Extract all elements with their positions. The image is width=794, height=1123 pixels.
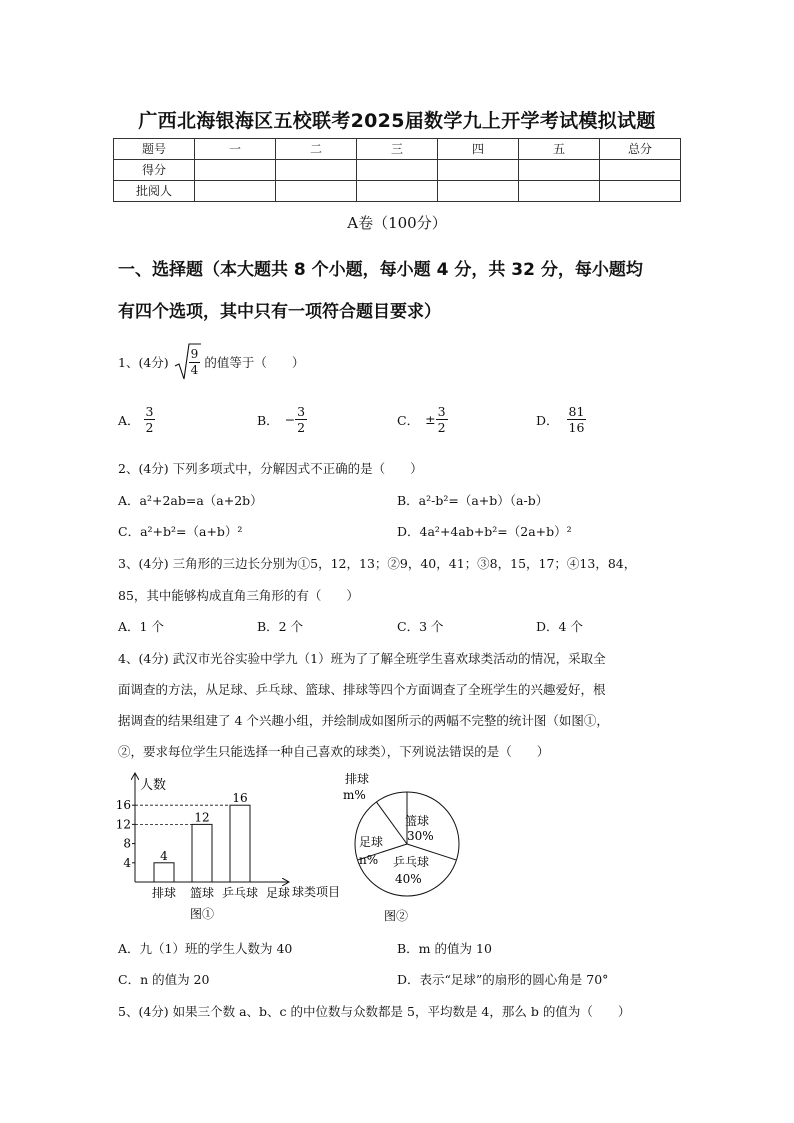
pie-chart-figure-2 xyxy=(335,768,475,928)
score-table-cell: 五 xyxy=(519,139,600,160)
bar xyxy=(192,824,212,882)
question-2-stem: 2、(4分) 下列多项式中，分解因式不正确的是（ ） xyxy=(118,461,423,476)
q3-option-a[interactable]: A．1 个 xyxy=(118,619,164,634)
fraction-numerator: 3 xyxy=(437,404,446,419)
q2-option-a[interactable]: A．a²+2ab=a（a+2b） xyxy=(118,493,263,508)
bar xyxy=(154,863,174,882)
pie-value-pingpong: 40% xyxy=(395,872,422,886)
option-fraction xyxy=(144,404,156,435)
q4-option-c[interactable]: C．n 的值为 20 xyxy=(118,972,210,987)
radicand-fraction xyxy=(189,347,201,378)
score-table-cell xyxy=(195,160,276,181)
question-1-suffix: 的值等于（ ） xyxy=(204,355,305,370)
q2-option-b[interactable]: B．a²-b²=（a+b）（a-b） xyxy=(397,493,549,508)
bar-data-label: 16 xyxy=(232,791,248,806)
option-label: C． xyxy=(397,412,420,428)
option-fraction xyxy=(295,404,307,435)
option-label: B． xyxy=(257,412,279,428)
q4-option-d[interactable]: D．表示“足球”的扇形的圆心角是 70° xyxy=(397,972,609,987)
score-table-cell xyxy=(438,160,519,181)
fraction-denominator: 2 xyxy=(297,420,306,435)
q3-option-d[interactable]: D．4 个 xyxy=(536,619,583,634)
pie-label-pingpong: 乒乓球 xyxy=(393,855,430,869)
score-table-cell xyxy=(357,181,438,202)
figure-1-caption: 图① xyxy=(190,907,215,921)
question-1-stem xyxy=(118,342,304,382)
pie-value-volleyball: m% xyxy=(343,788,366,802)
question-4-line-1: 4、(4分) 武汉市光谷实验中学九（1）班为了了解全班学生喜欢球类活动的情况，采取全 xyxy=(118,651,606,666)
page-title: 广西北海银海区五校联考2025届数学九上开学考试模拟试题 xyxy=(138,110,656,132)
question-4-line-4: ②，要求每位学生只能选择一种自己喜欢的球类），下列说法错误的是（ ） xyxy=(118,744,550,759)
section-title: A卷（100分） xyxy=(347,214,447,232)
q2-option-d[interactable]: D．4a²+4ab+b²=（2a+b）² xyxy=(397,524,572,539)
y-axis-label: 人数 xyxy=(140,778,167,793)
score-table-cell: 批阅人 xyxy=(114,181,195,202)
score-table-cell: 四 xyxy=(438,139,519,160)
score-table-cell xyxy=(276,181,357,202)
score-table-cell: 一 xyxy=(195,139,276,160)
y-tick-label: 12 xyxy=(115,817,131,832)
bar xyxy=(230,805,250,882)
bar-data-label: 4 xyxy=(160,848,168,863)
fraction-denominator: 16 xyxy=(568,420,585,435)
score-table-row xyxy=(114,181,681,202)
score-table-header-row xyxy=(114,139,681,160)
radicand-numerator: 9 xyxy=(190,346,199,361)
y-tick-label: 8 xyxy=(123,836,131,851)
radicand-denominator: 4 xyxy=(190,362,199,377)
score-table-cell xyxy=(357,160,438,181)
bar-category-label: 排球 xyxy=(151,886,177,900)
q3-option-c[interactable]: C．3 个 xyxy=(397,619,444,634)
fraction-denominator: 2 xyxy=(437,420,446,435)
score-table-cell: 二 xyxy=(276,139,357,160)
score-table-cell: 总分 xyxy=(600,139,681,160)
question-1-prefix: 1、(4分) xyxy=(118,355,169,370)
y-tick-label: 16 xyxy=(115,798,131,813)
option-sign: ± xyxy=(425,412,436,427)
question-4-line-3: 据调查的结果组建了 4 个兴趣小组，并绘制成如图所示的两幅不完整的统计图（如图①， xyxy=(118,713,609,728)
fraction-numerator: 3 xyxy=(145,404,154,419)
pie-value-football: n% xyxy=(359,853,379,867)
bar-data-label: 12 xyxy=(194,810,210,825)
option-label: A． xyxy=(118,412,140,428)
q3-option-b[interactable]: B．2 个 xyxy=(257,619,304,634)
question-3-line-2: 85，其中能够构成直角三角形的有（ ） xyxy=(118,588,359,603)
option-fraction xyxy=(567,404,587,435)
pie-label-basketball: 篮球 xyxy=(405,814,430,828)
pie-label-football: 足球 xyxy=(359,835,384,849)
q2-option-c[interactable]: C．a²+b²=（a+b）² xyxy=(118,524,243,539)
figure-2-caption: 图② xyxy=(384,909,409,923)
q1-option-d[interactable] xyxy=(536,404,586,435)
bar-category-label: 篮球 xyxy=(189,886,215,900)
q1-option-a[interactable] xyxy=(118,404,155,435)
score-table-cell xyxy=(600,160,681,181)
q4-option-b[interactable]: B．m 的值为 10 xyxy=(397,941,492,956)
score-table-cell xyxy=(438,181,519,202)
fraction-numerator: 3 xyxy=(297,404,306,419)
part-title-line-2: 有四个选项，其中只有一项符合题目要求） xyxy=(118,302,441,322)
score-table-cell xyxy=(519,181,600,202)
score-table xyxy=(113,138,681,202)
option-sign: − xyxy=(284,412,296,427)
score-table-cell: 三 xyxy=(357,139,438,160)
x-axis-label: 球类项目 xyxy=(292,885,341,899)
y-tick-label: 4 xyxy=(123,855,131,870)
bar-chart-figure-1 xyxy=(108,768,368,928)
question-4-line-2: 面调查的方法，从足球、乒乓球、篮球、排球等四个方面调查了全班学生的兴趣爱好，根 xyxy=(118,682,606,697)
score-table-cell xyxy=(276,160,357,181)
score-table-cell xyxy=(600,181,681,202)
score-table-cell xyxy=(195,181,276,202)
bar-category-label: 乒乓球 xyxy=(221,886,259,900)
q1-option-c[interactable] xyxy=(397,404,448,435)
fraction-denominator: 2 xyxy=(145,420,154,435)
question-5-stem: 5、(4分) 如果三个数 a、b、c 的中位数与众数都是 5，平均数是 4，那么 b 的值为（ ） xyxy=(118,1004,631,1019)
score-table-cell xyxy=(519,160,600,181)
score-table-cell: 题号 xyxy=(114,139,195,160)
score-table-cell: 得分 xyxy=(114,160,195,181)
part-title-line-1: 一、选择题（本大题共 8 个小题，每小题 4 分，共 32 分，每小题均 xyxy=(118,260,643,280)
fraction-numerator: 81 xyxy=(568,404,585,419)
option-label: D． xyxy=(536,412,559,428)
bar-category-label: 足球 xyxy=(265,886,291,900)
pie-label-volleyball: 排球 xyxy=(345,772,370,786)
pie-value-basketball: 30% xyxy=(407,829,434,843)
option-fraction xyxy=(436,404,448,435)
score-table-row xyxy=(114,160,681,181)
question-3-line-1: 3、(4分) 三角形的三边长分别为①5，12，13；②9，40，41；③8，15，17；④13，84， xyxy=(118,556,637,571)
q4-option-a[interactable]: A．九（1）班的学生人数为 40 xyxy=(118,941,293,956)
q1-option-b[interactable] xyxy=(257,404,307,435)
